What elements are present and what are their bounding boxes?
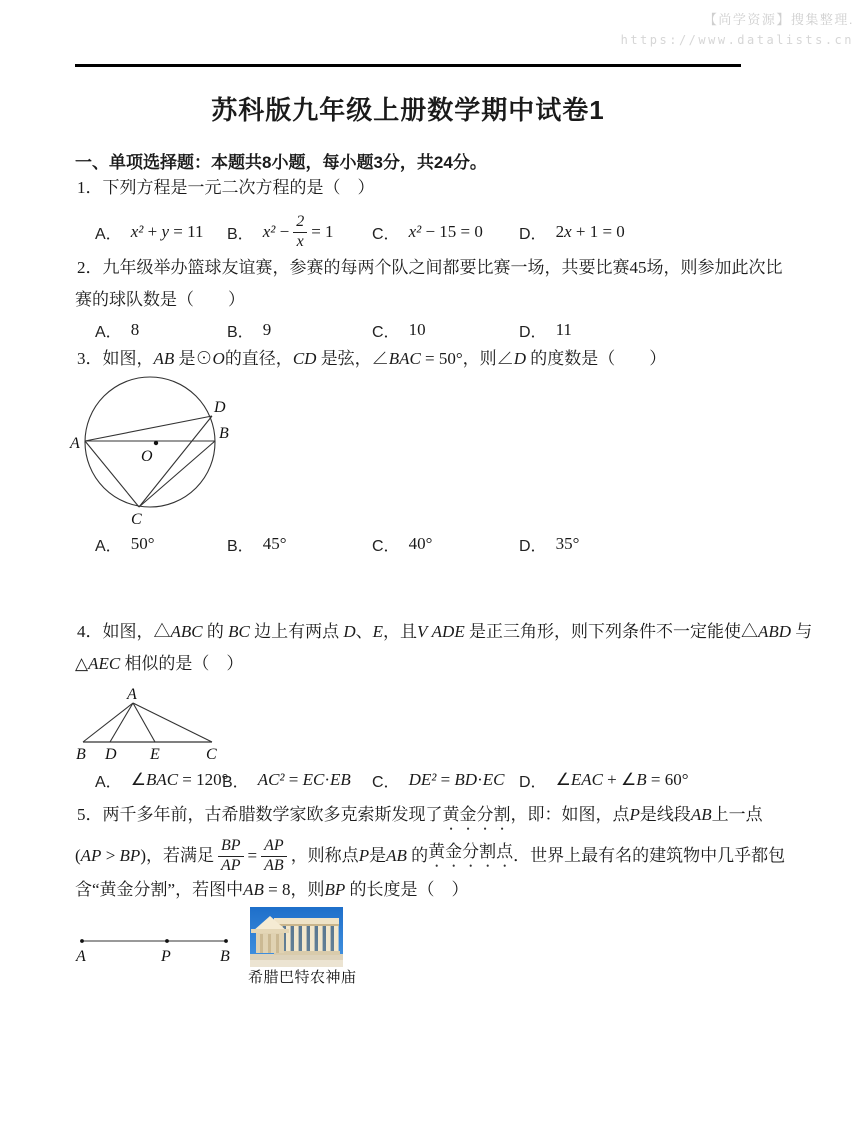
section-heading: 一、单项选择题：本题共8小题，每小题3分，共24分。 bbox=[75, 153, 487, 172]
q5-segment-diagram bbox=[70, 928, 240, 968]
q5-line1-pre: 5．两千多年前，古希腊数学家欧多克索斯发现了 bbox=[77, 805, 443, 824]
equals-sign: = bbox=[247, 846, 258, 865]
point-label-d: D bbox=[105, 746, 117, 763]
point-label-p: P bbox=[161, 948, 171, 965]
q5-line1-post: ，即：如图，点P是线段AB上一点 bbox=[510, 805, 763, 824]
q3-option-c bbox=[372, 530, 432, 558]
option-label: A． bbox=[95, 773, 122, 791]
point-label-c: C bbox=[131, 511, 142, 528]
q5-line2-pre: (AP > BP)，若满足 bbox=[75, 846, 214, 865]
q4-option-c bbox=[372, 766, 505, 794]
option-value: x² + y = 11 bbox=[130, 222, 204, 241]
q3-stem: 3．如图，AB 是⊙O的直径，CD 是弦，∠BAC = 50°，则∠D 的度数是（ ） bbox=[77, 349, 667, 368]
option-value: DE² = BD·EC bbox=[408, 770, 505, 789]
point-label-b: B bbox=[219, 425, 229, 442]
center-label-o: O bbox=[141, 448, 153, 465]
option-label: D． bbox=[519, 773, 547, 791]
option-value: 50° bbox=[130, 534, 155, 553]
fraction-denominator: AP bbox=[221, 856, 241, 874]
option-label: B． bbox=[227, 225, 254, 243]
option-label: D． bbox=[519, 537, 547, 555]
q3-circle-diagram bbox=[60, 372, 250, 534]
option-label: A． bbox=[95, 323, 122, 341]
option-value: ∠BAC = 120° bbox=[130, 770, 229, 789]
q5-line1-emphasis: 黄金分割 bbox=[442, 805, 511, 824]
option-value: x² − 15 = 0 bbox=[408, 222, 483, 241]
watermark-url: https://www.datalists.cn bbox=[620, 33, 854, 47]
q4-option-a bbox=[95, 766, 228, 794]
q4-option-d bbox=[519, 766, 689, 794]
q2-option-a bbox=[95, 316, 139, 344]
option-label: C． bbox=[372, 773, 400, 791]
q2-stem-line1: 2．九年级举办篮球友谊赛，参赛的每两个队之间都要比赛一场，共要比赛45场，则参加此次比 bbox=[77, 258, 783, 277]
option-value: 10 bbox=[408, 320, 426, 339]
option-value: 8 bbox=[130, 320, 140, 339]
option-label: C． bbox=[372, 537, 400, 555]
point-label-c: C bbox=[206, 746, 217, 763]
option-label: B． bbox=[227, 323, 254, 341]
point-label-e: E bbox=[150, 746, 160, 763]
option-label: D． bbox=[519, 225, 547, 243]
point-label-d: D bbox=[214, 399, 226, 416]
option-value: 40° bbox=[408, 534, 433, 553]
point-label-b: B bbox=[76, 746, 86, 763]
option-value: ∠EAC + ∠B = 60° bbox=[555, 770, 689, 789]
option-label: A． bbox=[95, 225, 122, 243]
q5-stem-line3: 含“黄金分割”，若图中AB = 8，则BP 的长度是（ ） bbox=[75, 880, 469, 899]
option-value: = 1 bbox=[311, 222, 334, 241]
q4-stem-line2: △AEC 相似的是（ ） bbox=[75, 654, 244, 673]
q5-line2-emphasis: 黄金分割点 bbox=[428, 842, 514, 861]
fraction-numerator: AP bbox=[261, 837, 287, 857]
option-value: 45° bbox=[262, 534, 287, 553]
q4-stem-line1: 4．如图，△ABC 的 BC 边上有两点 D、E，且V ADE 是正三角形，则下列条件不一定能使△ABD 与 bbox=[77, 622, 813, 641]
option-label: C． bbox=[372, 225, 400, 243]
q5-stem-line2 bbox=[75, 833, 785, 879]
photo-caption: 希腊巴特农神庙 bbox=[248, 970, 357, 986]
option-value: 2x + 1 = 0 bbox=[555, 222, 625, 241]
option-value: x² − bbox=[262, 222, 290, 241]
fraction-numerator: 2 bbox=[293, 213, 307, 233]
option-label: D． bbox=[519, 323, 547, 341]
q3-option-a bbox=[95, 530, 155, 558]
q2-option-b bbox=[227, 316, 271, 344]
option-value: AC² = EC·EB bbox=[257, 770, 351, 789]
option-value: 9 bbox=[262, 320, 272, 339]
option-value: 11 bbox=[555, 320, 572, 339]
option-label: B． bbox=[227, 537, 254, 555]
q3-option-b bbox=[227, 530, 287, 558]
q1-stem: 1．下列方程是一元二次方程的是（ ） bbox=[77, 178, 375, 197]
watermark bbox=[621, 9, 854, 47]
q1-option-b bbox=[227, 207, 334, 257]
q5-line2-mid: ，则称点P是AB 的 bbox=[290, 846, 429, 865]
point-label-a: A bbox=[70, 435, 80, 452]
watermark-line1: 【尚学资源】搜集整理. bbox=[703, 12, 854, 27]
option-label: C． bbox=[372, 323, 400, 341]
fraction bbox=[293, 213, 307, 252]
fraction-denominator: x bbox=[296, 232, 304, 250]
parthenon-photo bbox=[250, 907, 343, 967]
q2-option-c bbox=[372, 316, 426, 344]
option-label: A． bbox=[95, 537, 122, 555]
q4-triangle-diagram bbox=[60, 686, 235, 764]
point-label-a: A bbox=[76, 948, 86, 965]
option-label: B． bbox=[222, 773, 249, 791]
center-dot bbox=[154, 441, 158, 445]
header-rule bbox=[75, 64, 741, 67]
q1-option-d bbox=[519, 207, 625, 257]
q4-option-b bbox=[222, 766, 351, 794]
q1-option-a bbox=[95, 207, 203, 257]
q5-stem-line1 bbox=[77, 804, 763, 834]
q1-option-c bbox=[372, 207, 483, 257]
q2-stem-line2: 赛的球队数是（ ） bbox=[75, 290, 245, 309]
fraction-ap-ab bbox=[261, 837, 287, 876]
q3-option-d bbox=[519, 530, 579, 558]
option-value: 35° bbox=[555, 534, 580, 553]
q2-option-d bbox=[519, 316, 572, 344]
fraction-bp-ap bbox=[218, 837, 244, 876]
point-label-b: B bbox=[220, 948, 230, 965]
fraction-numerator: BP bbox=[218, 837, 244, 857]
page-title: 苏科版九年级上册数学期中试卷1 bbox=[211, 95, 605, 125]
q5-line2-post: ．世界上最有名的建筑物中几乎都包 bbox=[513, 846, 786, 865]
point-label-a: A bbox=[127, 686, 137, 703]
fraction-denominator: AB bbox=[264, 856, 284, 874]
